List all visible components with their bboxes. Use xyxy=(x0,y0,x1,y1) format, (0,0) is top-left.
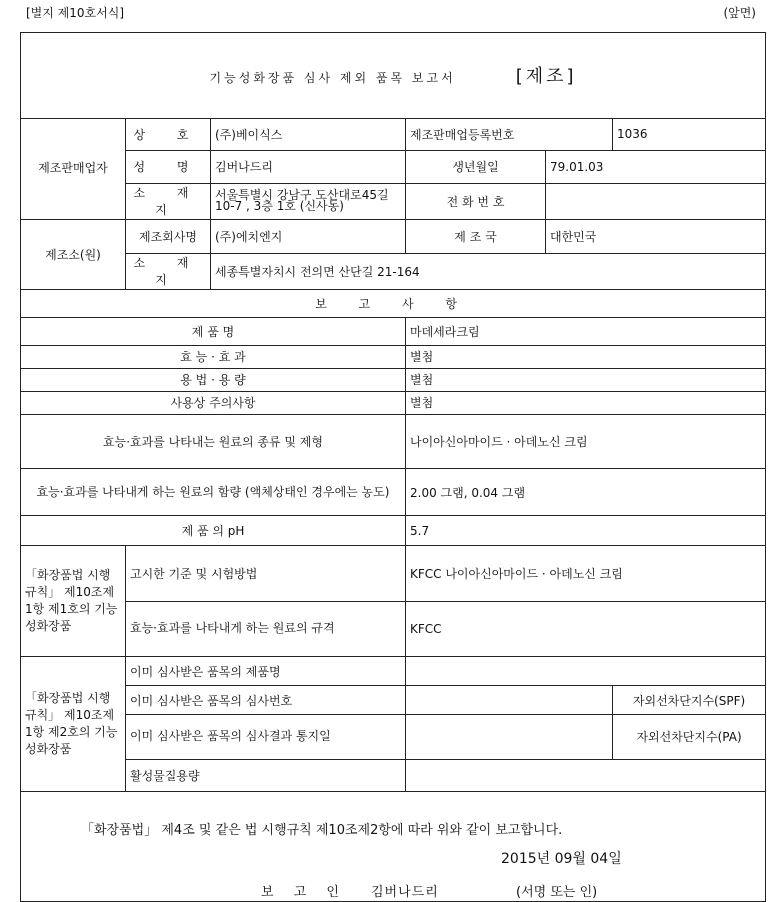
page-side-label: (앞면) xyxy=(723,6,756,20)
report-label-ingredient-amount: 효능·효과를 나타내게 하는 원료의 함량 (액체상태인 경우에는 농도) xyxy=(21,468,406,515)
rule2-no-value xyxy=(406,686,613,714)
seller-birth-label: 생년월일 xyxy=(406,151,546,183)
report-label-ph: 제 품 의 pH xyxy=(21,516,406,546)
rule1-spec-value: KFCC xyxy=(406,601,766,656)
report-section-label: 보 고 사 항 xyxy=(21,290,766,318)
seller-name-label: 상 호 xyxy=(126,118,211,150)
rule2-group-label: 「화장품법 시행규칙」 제10조제1항 제2호의 기능성화장품 xyxy=(21,657,126,792)
footer-date: 2015년 09월 04일 xyxy=(501,851,622,868)
maker-company-value: (주)에치엔지 xyxy=(211,220,406,253)
form-kind: [제조] xyxy=(515,66,577,88)
report-label-usage: 용 법 · 용 량 xyxy=(21,368,406,391)
reporter-label: 보 고 인 xyxy=(261,885,347,901)
sign-label: (서명 또는 인) xyxy=(516,885,598,901)
maker-addr-value: 세종특별자치시 전의면 산단길 21-164 xyxy=(211,253,766,290)
rule2-active-value xyxy=(406,759,766,791)
report-value-efficacy: 별첨 xyxy=(406,345,766,368)
maker-company-label: 제조회사명 xyxy=(126,220,211,253)
seller-phone-value xyxy=(546,183,766,220)
report-value-ingredient-amount: 2.00 그램, 0.04 그램 xyxy=(406,468,766,515)
footer-statement: 「화장품법」 제4조 및 같은 법 시행규칙 제10조제2항에 따라 위와 같이 보고합니다. xyxy=(81,823,563,839)
rule2-spf-label: 자외선차단지수(SPF) xyxy=(613,686,766,714)
report-value-caution: 별첨 xyxy=(406,391,766,414)
rule2-prod-value xyxy=(406,657,766,686)
seller-person-label: 성 명 xyxy=(126,151,211,183)
report-label-ingredient-type: 효능·효과를 나타내는 원료의 종류 및 제형 xyxy=(21,414,406,468)
rule1-std-value: KFCC 나이아신아마이드 · 아데노신 크림 xyxy=(406,546,766,601)
rule2-no-label: 이미 심사받은 품목의 심사번호 xyxy=(126,686,406,714)
rule2-active-label: 활성물질용량 xyxy=(126,759,406,791)
seller-section-label: 제조판매업자 xyxy=(21,118,126,219)
form-title-cell xyxy=(21,33,766,119)
report-value-product: 마데세라크림 xyxy=(406,318,766,345)
seller-reg-label: 제조판매업등록번호 xyxy=(406,118,613,150)
rule2-prod-label: 이미 심사받은 품목의 제품명 xyxy=(126,657,406,686)
report-label-efficacy: 효 능 · 효 과 xyxy=(21,345,406,368)
seller-person-value: 김버나드리 xyxy=(211,151,406,183)
report-label-product: 제 품 명 xyxy=(21,318,406,345)
rule1-spec-label: 효능·효과를 나타내게 하는 원료의 규격 xyxy=(126,601,406,656)
rule2-result-value xyxy=(406,714,613,759)
seller-birth-value: 79.01.03 xyxy=(546,151,766,183)
rule1-std-label: 고시한 기준 및 시험방법 xyxy=(126,546,406,601)
maker-section-label: 제조소(원) xyxy=(21,220,126,290)
rule2-result-label: 이미 심사받은 품목의 심사결과 통지일 xyxy=(126,714,406,759)
seller-phone-label: 전 화 번 호 xyxy=(406,183,546,220)
seller-addr-value: 서울특별시 강남구 도산대로45길 10-7 , 3층 1호 (신사동) xyxy=(211,183,406,220)
report-value-ingredient-type: 나이아신아마이드 · 아데노신 크림 xyxy=(406,414,766,468)
form-label: [별지 제10호서식] xyxy=(26,6,124,20)
seller-reg-value: 1036 xyxy=(613,118,766,150)
report-form xyxy=(20,32,766,902)
form-title: 기능성화장품 심사 제외 품목 보고서 xyxy=(209,71,456,86)
seller-addr-label: 소 재 지 xyxy=(126,183,211,220)
report-value-ph: 5.7 xyxy=(406,516,766,546)
footer-cell xyxy=(21,792,766,902)
reporter-name: 김버나드리 xyxy=(371,885,439,901)
rule1-group-label: 「화장품법 시행규칙」 제10조제1항 제1호의 기능성화장품 xyxy=(21,546,126,657)
maker-addr-label: 소 재 지 xyxy=(126,253,211,290)
maker-country-value: 대한민국 xyxy=(546,220,766,253)
maker-country-label: 제 조 국 xyxy=(406,220,546,253)
seller-name-value: (주)베이식스 xyxy=(211,118,406,150)
report-value-usage: 별첨 xyxy=(406,368,766,391)
rule2-pa-label: 자외선차단지수(PA) xyxy=(613,714,766,759)
report-label-caution: 사용상 주의사항 xyxy=(21,391,406,414)
